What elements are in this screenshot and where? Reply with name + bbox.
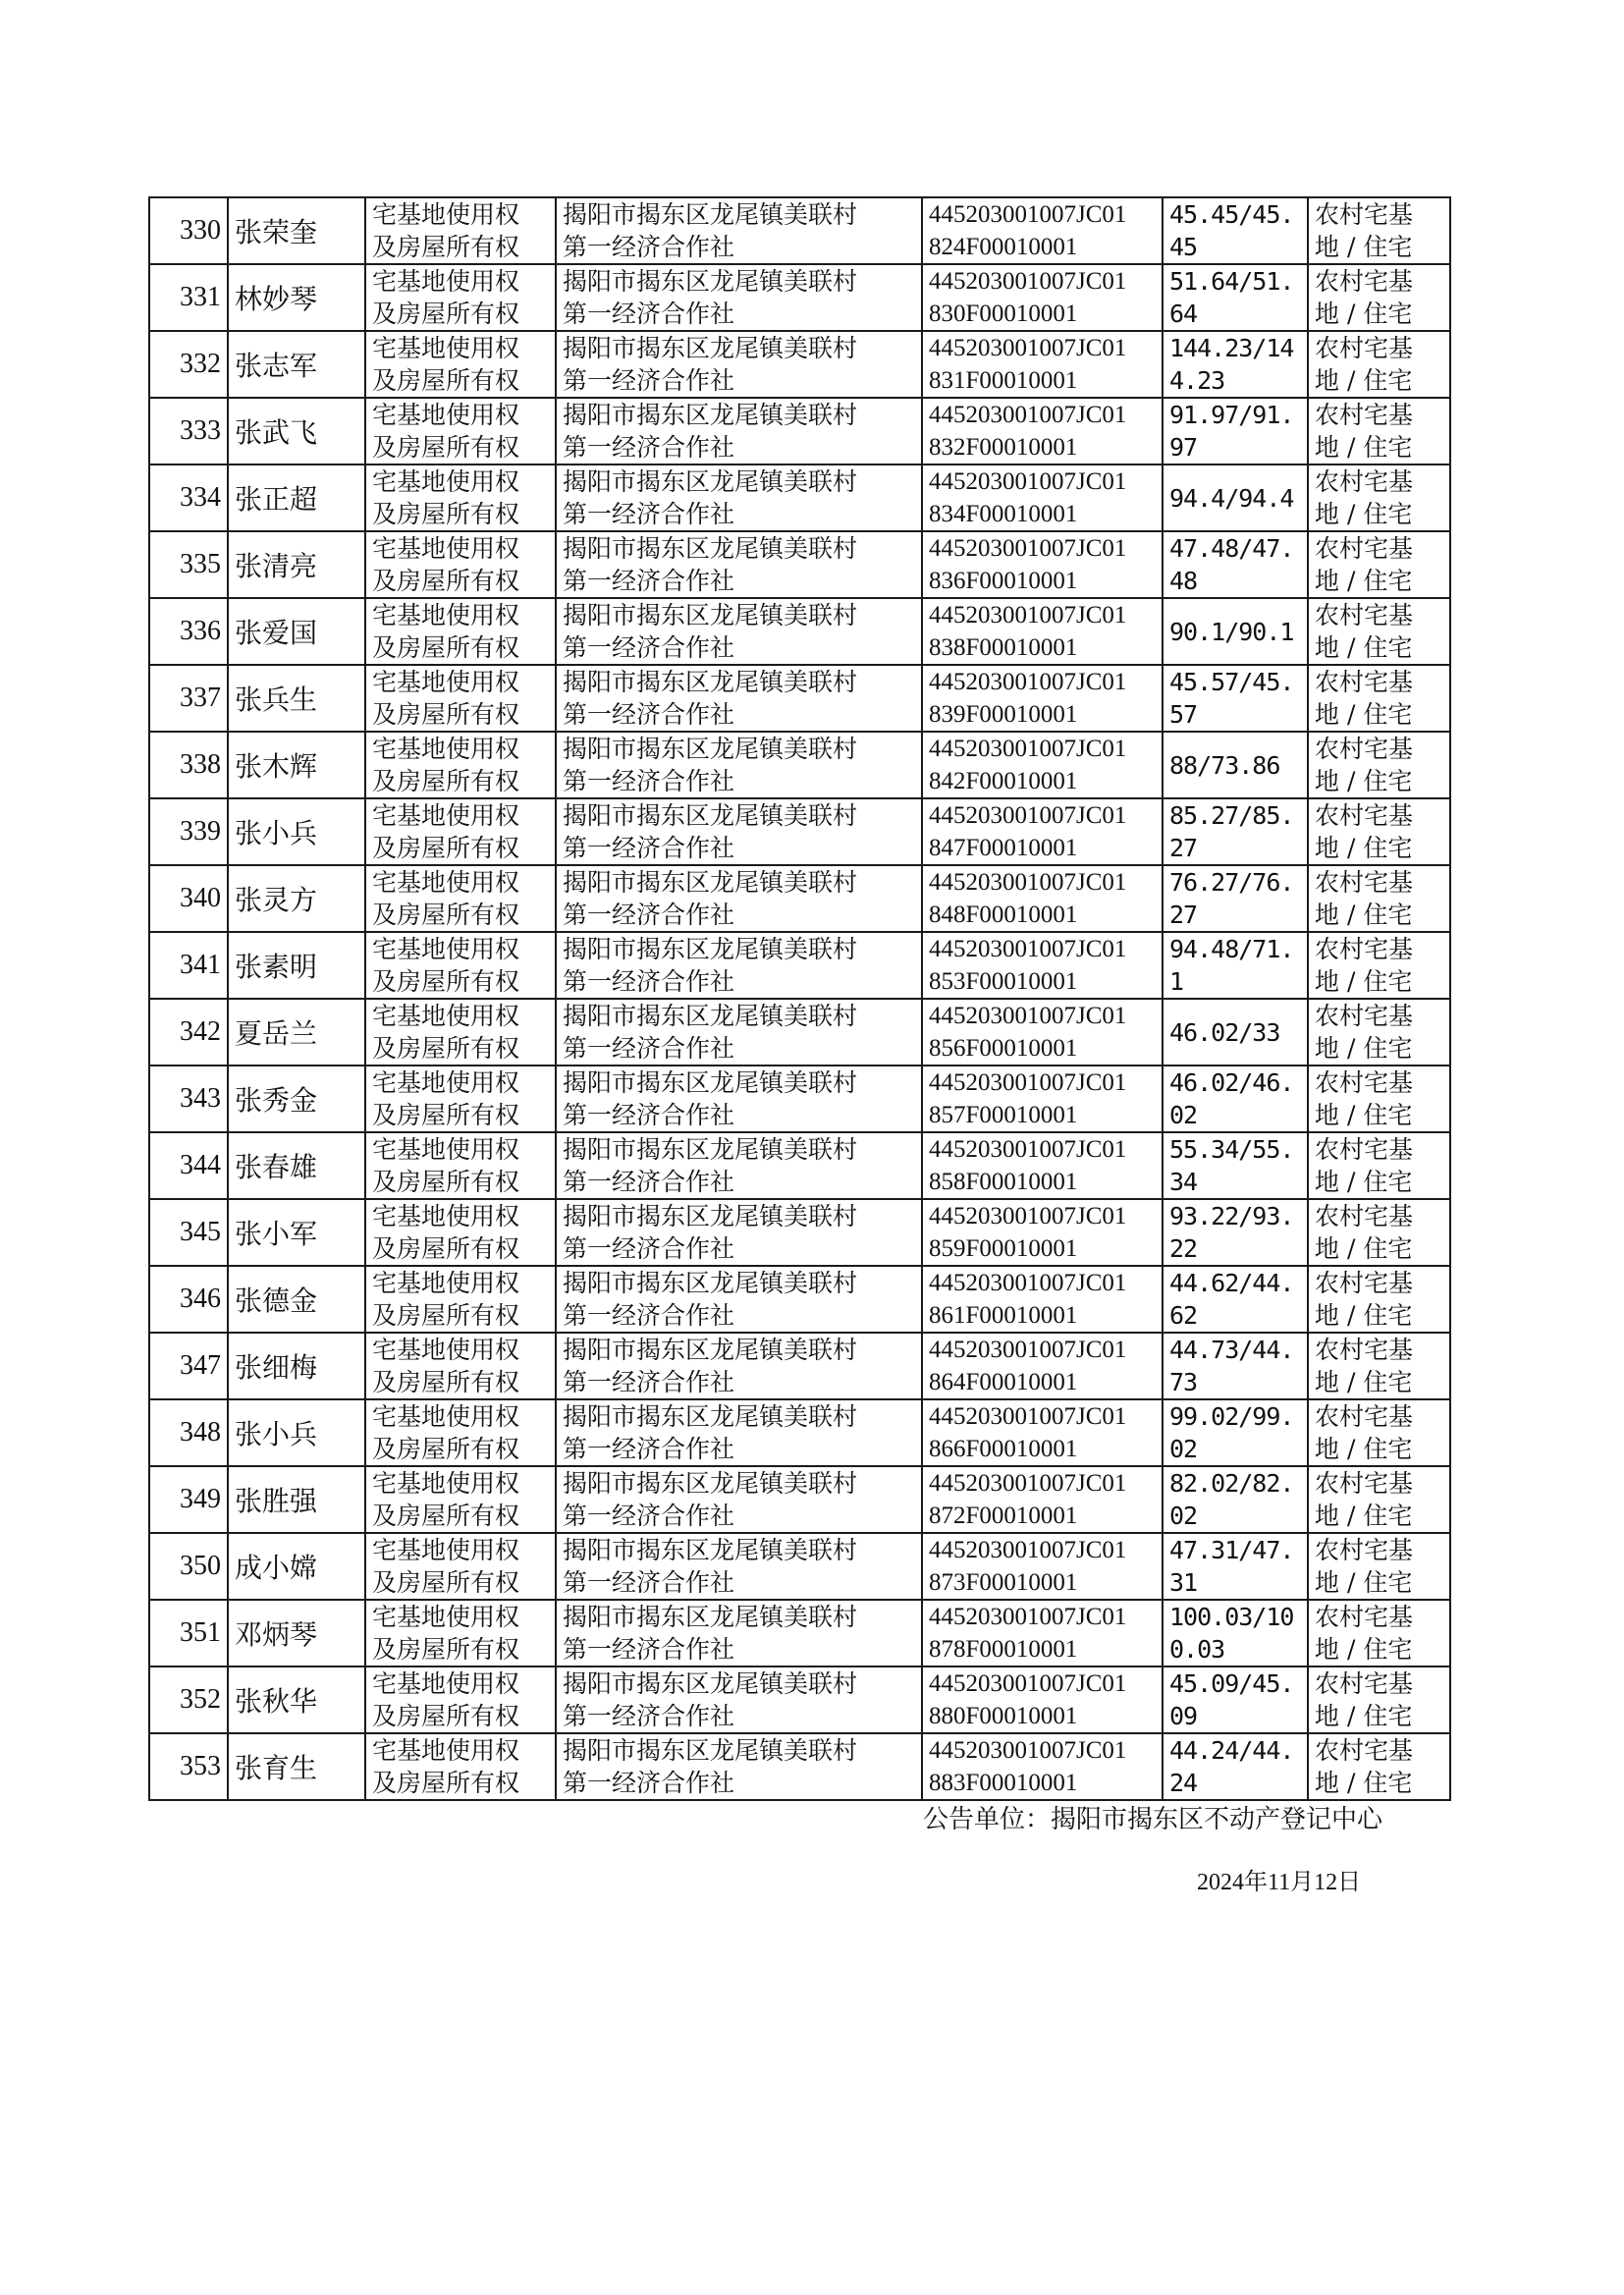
cell-location: 揭阳市揭东区龙尾镇美联村 第一经济合作社 xyxy=(556,1199,922,1266)
cell-seq: 341 xyxy=(149,932,228,999)
cell-usage: 农村宅基 地 / 住宅 xyxy=(1308,1600,1450,1667)
cell-owner-name: 张素明 xyxy=(228,932,365,999)
cell-usage: 农村宅基 地 / 住宅 xyxy=(1308,1533,1450,1600)
cell-seq: 331 xyxy=(149,264,228,331)
cell-area: 51.64/51. 64 xyxy=(1163,264,1308,331)
cell-area: 82.02/82. 02 xyxy=(1163,1466,1308,1533)
cell-usage: 农村宅基 地 / 住宅 xyxy=(1308,865,1450,932)
cell-seq: 353 xyxy=(149,1733,228,1800)
cell-unit-number: 445203001007JC01 880F00010001 xyxy=(922,1667,1163,1733)
table-row xyxy=(149,331,1450,398)
cell-usage: 农村宅基 地 / 住宅 xyxy=(1308,665,1450,732)
cell-location: 揭阳市揭东区龙尾镇美联村 第一经济合作社 xyxy=(556,598,922,665)
cell-right-type: 宅基地使用权 及房屋所有权 xyxy=(365,598,556,665)
cell-unit-number: 445203001007JC01 872F00010001 xyxy=(922,1466,1163,1533)
cell-owner-name: 张荣奎 xyxy=(228,197,365,264)
cell-seq: 332 xyxy=(149,331,228,398)
cell-seq: 344 xyxy=(149,1132,228,1199)
cell-right-type: 宅基地使用权 及房屋所有权 xyxy=(365,665,556,732)
cell-usage: 农村宅基 地 / 住宅 xyxy=(1308,1266,1450,1333)
cell-unit-number: 445203001007JC01 873F00010001 xyxy=(922,1533,1163,1600)
cell-owner-name: 张武飞 xyxy=(228,398,365,464)
cell-location: 揭阳市揭东区龙尾镇美联村 第一经济合作社 xyxy=(556,798,922,865)
cell-owner-name: 张秋华 xyxy=(228,1667,365,1733)
cell-area: 90.1/90.1 xyxy=(1163,598,1308,665)
cell-area: 46.02/46. 02 xyxy=(1163,1066,1308,1132)
cell-right-type: 宅基地使用权 及房屋所有权 xyxy=(365,1533,556,1600)
cell-owner-name: 张德金 xyxy=(228,1266,365,1333)
cell-right-type: 宅基地使用权 及房屋所有权 xyxy=(365,1333,556,1399)
cell-area: 76.27/76. 27 xyxy=(1163,865,1308,932)
cell-right-type: 宅基地使用权 及房屋所有权 xyxy=(365,331,556,398)
table-row xyxy=(149,1399,1450,1466)
cell-area: 93.22/93. 22 xyxy=(1163,1199,1308,1266)
table-row xyxy=(149,531,1450,598)
cell-unit-number: 445203001007JC01 824F00010001 xyxy=(922,197,1163,264)
cell-unit-number: 445203001007JC01 861F00010001 xyxy=(922,1266,1163,1333)
cell-right-type: 宅基地使用权 及房屋所有权 xyxy=(365,932,556,999)
cell-owner-name: 张志军 xyxy=(228,331,365,398)
cell-right-type: 宅基地使用权 及房屋所有权 xyxy=(365,1466,556,1533)
cell-location: 揭阳市揭东区龙尾镇美联村 第一经济合作社 xyxy=(556,464,922,531)
cell-location: 揭阳市揭东区龙尾镇美联村 第一经济合作社 xyxy=(556,1066,922,1132)
cell-area: 144.23/14 4.23 xyxy=(1163,331,1308,398)
cell-unit-number: 445203001007JC01 839F00010001 xyxy=(922,665,1163,732)
table-row xyxy=(149,1733,1450,1800)
cell-usage: 农村宅基 地 / 住宅 xyxy=(1308,464,1450,531)
table-row xyxy=(149,1266,1450,1333)
table-row xyxy=(149,1132,1450,1199)
table-row xyxy=(149,598,1450,665)
cell-owner-name: 张爱国 xyxy=(228,598,365,665)
table-row xyxy=(149,464,1450,531)
cell-owner-name: 张小军 xyxy=(228,1199,365,1266)
cell-area: 85.27/85. 27 xyxy=(1163,798,1308,865)
cell-usage: 农村宅基 地 / 住宅 xyxy=(1308,1132,1450,1199)
cell-area: 44.73/44. 73 xyxy=(1163,1333,1308,1399)
table-row xyxy=(149,398,1450,464)
table-row xyxy=(149,1066,1450,1132)
table-row xyxy=(149,1667,1450,1733)
cell-location: 揭阳市揭东区龙尾镇美联村 第一经济合作社 xyxy=(556,1333,922,1399)
table-row xyxy=(149,932,1450,999)
cell-right-type: 宅基地使用权 及房屋所有权 xyxy=(365,398,556,464)
cell-unit-number: 445203001007JC01 842F00010001 xyxy=(922,732,1163,798)
cell-seq: 336 xyxy=(149,598,228,665)
cell-right-type: 宅基地使用权 及房屋所有权 xyxy=(365,531,556,598)
cell-unit-number: 445203001007JC01 864F00010001 xyxy=(922,1333,1163,1399)
cell-seq: 333 xyxy=(149,398,228,464)
cell-seq: 340 xyxy=(149,865,228,932)
cell-location: 揭阳市揭东区龙尾镇美联村 第一经济合作社 xyxy=(556,1733,922,1800)
cell-location: 揭阳市揭东区龙尾镇美联村 第一经济合作社 xyxy=(556,197,922,264)
cell-location: 揭阳市揭东区龙尾镇美联村 第一经济合作社 xyxy=(556,1667,922,1733)
cell-right-type: 宅基地使用权 及房屋所有权 xyxy=(365,1600,556,1667)
cell-area: 46.02/33 xyxy=(1163,999,1308,1066)
cell-owner-name: 张正超 xyxy=(228,464,365,531)
cell-unit-number: 445203001007JC01 834F00010001 xyxy=(922,464,1163,531)
cell-seq: 350 xyxy=(149,1533,228,1600)
cell-seq: 352 xyxy=(149,1667,228,1733)
cell-right-type: 宅基地使用权 及房屋所有权 xyxy=(365,732,556,798)
cell-area: 44.24/44. 24 xyxy=(1163,1733,1308,1800)
cell-location: 揭阳市揭东区龙尾镇美联村 第一经济合作社 xyxy=(556,1132,922,1199)
table-row xyxy=(149,1466,1450,1533)
table-row xyxy=(149,732,1450,798)
cell-right-type: 宅基地使用权 及房屋所有权 xyxy=(365,1132,556,1199)
cell-right-type: 宅基地使用权 及房屋所有权 xyxy=(365,464,556,531)
table-row xyxy=(149,264,1450,331)
cell-unit-number: 445203001007JC01 858F00010001 xyxy=(922,1132,1163,1199)
cell-right-type: 宅基地使用权 及房屋所有权 xyxy=(365,798,556,865)
cell-seq: 349 xyxy=(149,1466,228,1533)
table-row xyxy=(149,865,1450,932)
cell-owner-name: 张小兵 xyxy=(228,1399,365,1466)
cell-usage: 农村宅基 地 / 住宅 xyxy=(1308,1066,1450,1132)
cell-location: 揭阳市揭东区龙尾镇美联村 第一经济合作社 xyxy=(556,1466,922,1533)
cell-usage: 农村宅基 地 / 住宅 xyxy=(1308,1199,1450,1266)
cell-usage: 农村宅基 地 / 住宅 xyxy=(1308,1667,1450,1733)
cell-unit-number: 445203001007JC01 847F00010001 xyxy=(922,798,1163,865)
cell-unit-number: 445203001007JC01 853F00010001 xyxy=(922,932,1163,999)
cell-location: 揭阳市揭东区龙尾镇美联村 第一经济合作社 xyxy=(556,264,922,331)
cell-seq: 346 xyxy=(149,1266,228,1333)
cell-location: 揭阳市揭东区龙尾镇美联村 第一经济合作社 xyxy=(556,1533,922,1600)
table-row xyxy=(149,665,1450,732)
notice-table xyxy=(148,196,1451,1801)
cell-owner-name: 张春雄 xyxy=(228,1132,365,1199)
cell-right-type: 宅基地使用权 及房屋所有权 xyxy=(365,1667,556,1733)
cell-owner-name: 张灵方 xyxy=(228,865,365,932)
cell-area: 45.09/45. 09 xyxy=(1163,1667,1308,1733)
cell-unit-number: 445203001007JC01 832F00010001 xyxy=(922,398,1163,464)
cell-right-type: 宅基地使用权 及房屋所有权 xyxy=(365,865,556,932)
cell-seq: 330 xyxy=(149,197,228,264)
cell-area: 94.4/94.4 xyxy=(1163,464,1308,531)
table-row xyxy=(149,999,1450,1066)
cell-location: 揭阳市揭东区龙尾镇美联村 第一经济合作社 xyxy=(556,331,922,398)
cell-area: 47.48/47. 48 xyxy=(1163,531,1308,598)
cell-owner-name: 成小嫦 xyxy=(228,1533,365,1600)
cell-seq: 343 xyxy=(149,1066,228,1132)
cell-right-type: 宅基地使用权 及房屋所有权 xyxy=(365,1066,556,1132)
table-row xyxy=(149,197,1450,264)
cell-location: 揭阳市揭东区龙尾镇美联村 第一经济合作社 xyxy=(556,732,922,798)
cell-unit-number: 445203001007JC01 836F00010001 xyxy=(922,531,1163,598)
cell-area: 91.97/91. 97 xyxy=(1163,398,1308,464)
cell-unit-number: 445203001007JC01 831F00010001 xyxy=(922,331,1163,398)
cell-right-type: 宅基地使用权 及房屋所有权 xyxy=(365,1733,556,1800)
cell-usage: 农村宅基 地 / 住宅 xyxy=(1308,197,1450,264)
cell-area: 45.57/45. 57 xyxy=(1163,665,1308,732)
cell-usage: 农村宅基 地 / 住宅 xyxy=(1308,932,1450,999)
cell-seq: 338 xyxy=(149,732,228,798)
cell-usage: 农村宅基 地 / 住宅 xyxy=(1308,1733,1450,1800)
cell-right-type: 宅基地使用权 及房屋所有权 xyxy=(365,999,556,1066)
cell-owner-name: 张育生 xyxy=(228,1733,365,1800)
table-row xyxy=(149,1199,1450,1266)
cell-seq: 348 xyxy=(149,1399,228,1466)
cell-seq: 334 xyxy=(149,464,228,531)
cell-owner-name: 夏岳兰 xyxy=(228,999,365,1066)
cell-owner-name: 邓炳琴 xyxy=(228,1600,365,1667)
cell-owner-name: 张胜强 xyxy=(228,1466,365,1533)
cell-area: 99.02/99. 02 xyxy=(1163,1399,1308,1466)
cell-owner-name: 张细梅 xyxy=(228,1333,365,1399)
cell-usage: 农村宅基 地 / 住宅 xyxy=(1308,999,1450,1066)
cell-usage: 农村宅基 地 / 住宅 xyxy=(1308,798,1450,865)
cell-area: 100.03/10 0.03 xyxy=(1163,1600,1308,1667)
cell-usage: 农村宅基 地 / 住宅 xyxy=(1308,1333,1450,1399)
cell-unit-number: 445203001007JC01 883F00010001 xyxy=(922,1733,1163,1800)
announcing-unit: 公告单位：揭阳市揭东区不动产登记中心 xyxy=(923,1805,1383,1834)
table-row xyxy=(149,1600,1450,1667)
cell-location: 揭阳市揭东区龙尾镇美联村 第一经济合作社 xyxy=(556,665,922,732)
cell-owner-name: 张小兵 xyxy=(228,798,365,865)
cell-area: 55.34/55. 34 xyxy=(1163,1132,1308,1199)
cell-location: 揭阳市揭东区龙尾镇美联村 第一经济合作社 xyxy=(556,932,922,999)
cell-area: 88/73.86 xyxy=(1163,732,1308,798)
cell-seq: 337 xyxy=(149,665,228,732)
cell-location: 揭阳市揭东区龙尾镇美联村 第一经济合作社 xyxy=(556,1266,922,1333)
table-row xyxy=(149,798,1450,865)
cell-usage: 农村宅基 地 / 住宅 xyxy=(1308,1466,1450,1533)
cell-seq: 345 xyxy=(149,1199,228,1266)
cell-usage: 农村宅基 地 / 住宅 xyxy=(1308,531,1450,598)
cell-unit-number: 445203001007JC01 848F00010001 xyxy=(922,865,1163,932)
cell-unit-number: 445203001007JC01 830F00010001 xyxy=(922,264,1163,331)
cell-area: 47.31/47. 31 xyxy=(1163,1533,1308,1600)
announcement-date: 2024年11月12日 xyxy=(1197,1870,1362,1895)
cell-seq: 347 xyxy=(149,1333,228,1399)
cell-seq: 339 xyxy=(149,798,228,865)
cell-owner-name: 林妙琴 xyxy=(228,264,365,331)
cell-location: 揭阳市揭东区龙尾镇美联村 第一经济合作社 xyxy=(556,999,922,1066)
cell-usage: 农村宅基 地 / 住宅 xyxy=(1308,264,1450,331)
cell-location: 揭阳市揭东区龙尾镇美联村 第一经济合作社 xyxy=(556,865,922,932)
cell-area: 94.48/71. 1 xyxy=(1163,932,1308,999)
cell-owner-name: 张清亮 xyxy=(228,531,365,598)
cell-unit-number: 445203001007JC01 859F00010001 xyxy=(922,1199,1163,1266)
table-row xyxy=(149,1533,1450,1600)
cell-right-type: 宅基地使用权 及房屋所有权 xyxy=(365,197,556,264)
cell-unit-number: 445203001007JC01 878F00010001 xyxy=(922,1600,1163,1667)
cell-unit-number: 445203001007JC01 838F00010001 xyxy=(922,598,1163,665)
cell-usage: 农村宅基 地 / 住宅 xyxy=(1308,598,1450,665)
cell-usage: 农村宅基 地 / 住宅 xyxy=(1308,732,1450,798)
cell-unit-number: 445203001007JC01 866F00010001 xyxy=(922,1399,1163,1466)
cell-usage: 农村宅基 地 / 住宅 xyxy=(1308,1399,1450,1466)
cell-owner-name: 张木辉 xyxy=(228,732,365,798)
cell-seq: 342 xyxy=(149,999,228,1066)
cell-location: 揭阳市揭东区龙尾镇美联村 第一经济合作社 xyxy=(556,1600,922,1667)
cell-location: 揭阳市揭东区龙尾镇美联村 第一经济合作社 xyxy=(556,1399,922,1466)
cell-location: 揭阳市揭东区龙尾镇美联村 第一经济合作社 xyxy=(556,531,922,598)
cell-right-type: 宅基地使用权 及房屋所有权 xyxy=(365,1399,556,1466)
cell-seq: 335 xyxy=(149,531,228,598)
cell-right-type: 宅基地使用权 及房屋所有权 xyxy=(365,1266,556,1333)
cell-seq: 351 xyxy=(149,1600,228,1667)
cell-unit-number: 445203001007JC01 857F00010001 xyxy=(922,1066,1163,1132)
cell-owner-name: 张秀金 xyxy=(228,1066,365,1132)
cell-owner-name: 张兵生 xyxy=(228,665,365,732)
cell-right-type: 宅基地使用权 及房屋所有权 xyxy=(365,1199,556,1266)
cell-location: 揭阳市揭东区龙尾镇美联村 第一经济合作社 xyxy=(556,398,922,464)
cell-usage: 农村宅基 地 / 住宅 xyxy=(1308,398,1450,464)
cell-usage: 农村宅基 地 / 住宅 xyxy=(1308,331,1450,398)
cell-area: 44.62/44. 62 xyxy=(1163,1266,1308,1333)
cell-unit-number: 445203001007JC01 856F00010001 xyxy=(922,999,1163,1066)
cell-right-type: 宅基地使用权 及房屋所有权 xyxy=(365,264,556,331)
table-body xyxy=(149,197,1450,1800)
cell-area: 45.45/45. 45 xyxy=(1163,197,1308,264)
table-row xyxy=(149,1333,1450,1399)
